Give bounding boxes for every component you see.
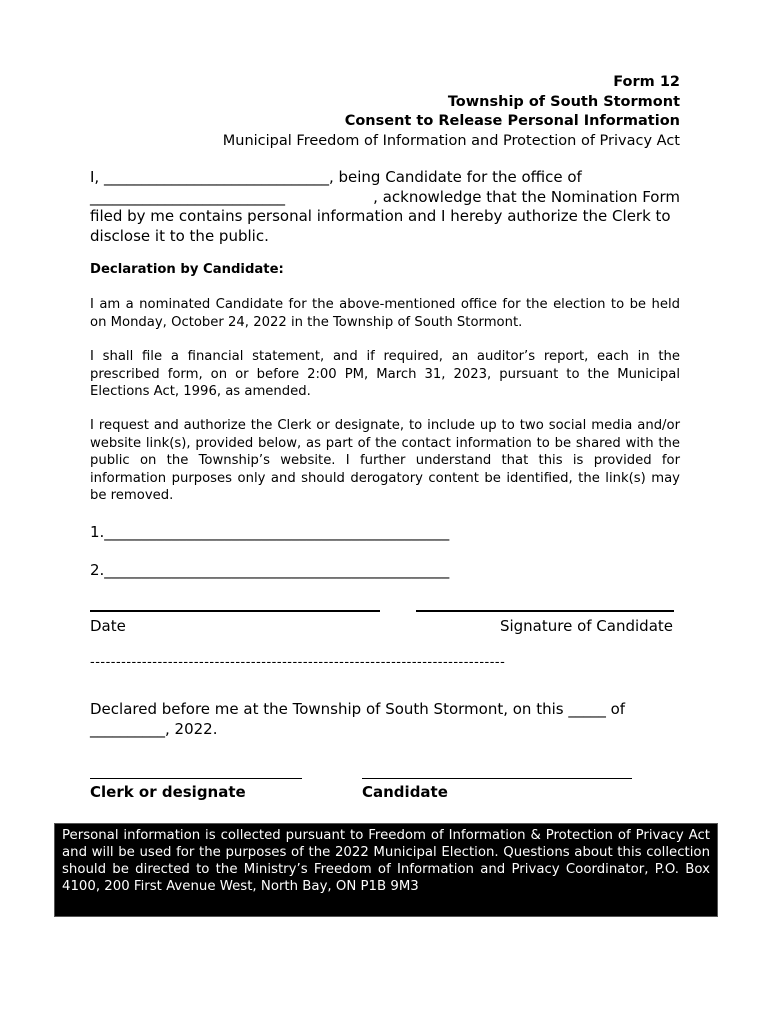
intro-line-1: I, ______________________________, being Candidate for the office of bbox=[90, 168, 582, 186]
declaration-paragraph-3: I request and authorize the Clerk or designate, to include up to two social media and/or website link(s), provided below, as part of the contact information to be shared with the public on the Township’s website. I further understand that this is provided for information purposes only and should derogatory content be identified, the link(s) may be removed. bbox=[90, 418, 680, 503]
privacy-notice: Personal information is collected pursuant to Freedom of Information & Protection of Privacy Act and will be used for the purposes of the 2022 Municipal Election. Questions about this collection should be directed to the Ministry’s Freedom of Information and Privacy Coordinator, P.O. Box 4100, 200 First Avenue West, North Bay, ON P1B 9M3 bbox=[54, 823, 718, 917]
intro-line-3: filed by me contains personal information and I hereby authorize the Clerk to bbox=[90, 207, 671, 225]
date-line[interactable] bbox=[90, 610, 380, 612]
intro-line-4: disclose it to the public. bbox=[90, 226, 269, 245]
link-2-field[interactable]: 2.______________________________________________ bbox=[90, 561, 450, 579]
cut-separator: -------------------------------------------------------------------------------- bbox=[90, 655, 506, 670]
form-header bbox=[223, 73, 680, 151]
form-title: Consent to Release Personal Information bbox=[344, 113, 680, 129]
candidate-label: Candidate bbox=[362, 783, 448, 801]
candidate-signature-line[interactable] bbox=[362, 778, 632, 779]
clerk-label: Clerk or designate bbox=[90, 783, 246, 801]
intro-paragraph bbox=[90, 168, 680, 246]
declared-paragraph bbox=[90, 700, 680, 739]
date-label: Date bbox=[90, 617, 126, 635]
act-name: Municipal Freedom of Information and Protection of Privacy Act bbox=[222, 132, 680, 149]
intro-line-2: __________________________ , acknowledge that the Nomination Form bbox=[90, 187, 680, 206]
candidate-name-blank[interactable]: ______________________________ bbox=[103, 168, 329, 186]
form-number: Form 12 bbox=[613, 74, 680, 90]
declared-line-2: __________, 2022. bbox=[90, 719, 218, 738]
declared-line-1: Declared before me at the Township of South Stormont, on this _____ of bbox=[90, 700, 626, 718]
township-name: Township of South Stormont bbox=[447, 93, 680, 110]
declaration-paragraph-1: I am a nominated Candidate for the above-mentioned office for the election to be held on Monday, October 24, 2022 in the Township of South Stormont. bbox=[90, 297, 680, 330]
office-blank[interactable]: __________________________ bbox=[90, 187, 285, 206]
declaration-heading: Declaration by Candidate: bbox=[90, 262, 284, 277]
signature-line[interactable] bbox=[416, 610, 674, 612]
signature-label: Signature of Candidate bbox=[499, 617, 673, 635]
link-1-field[interactable]: 1.______________________________________________ bbox=[90, 523, 450, 541]
clerk-signature-line[interactable] bbox=[90, 778, 302, 779]
declaration-paragraph-2: I shall file a financial statement, and if required, an auditor’s report, each in the prescribed form, on or before 2:00 PM, March 31, 2023, pursuant to the Municipal Elections Act, 1996, as amended. bbox=[90, 349, 680, 399]
